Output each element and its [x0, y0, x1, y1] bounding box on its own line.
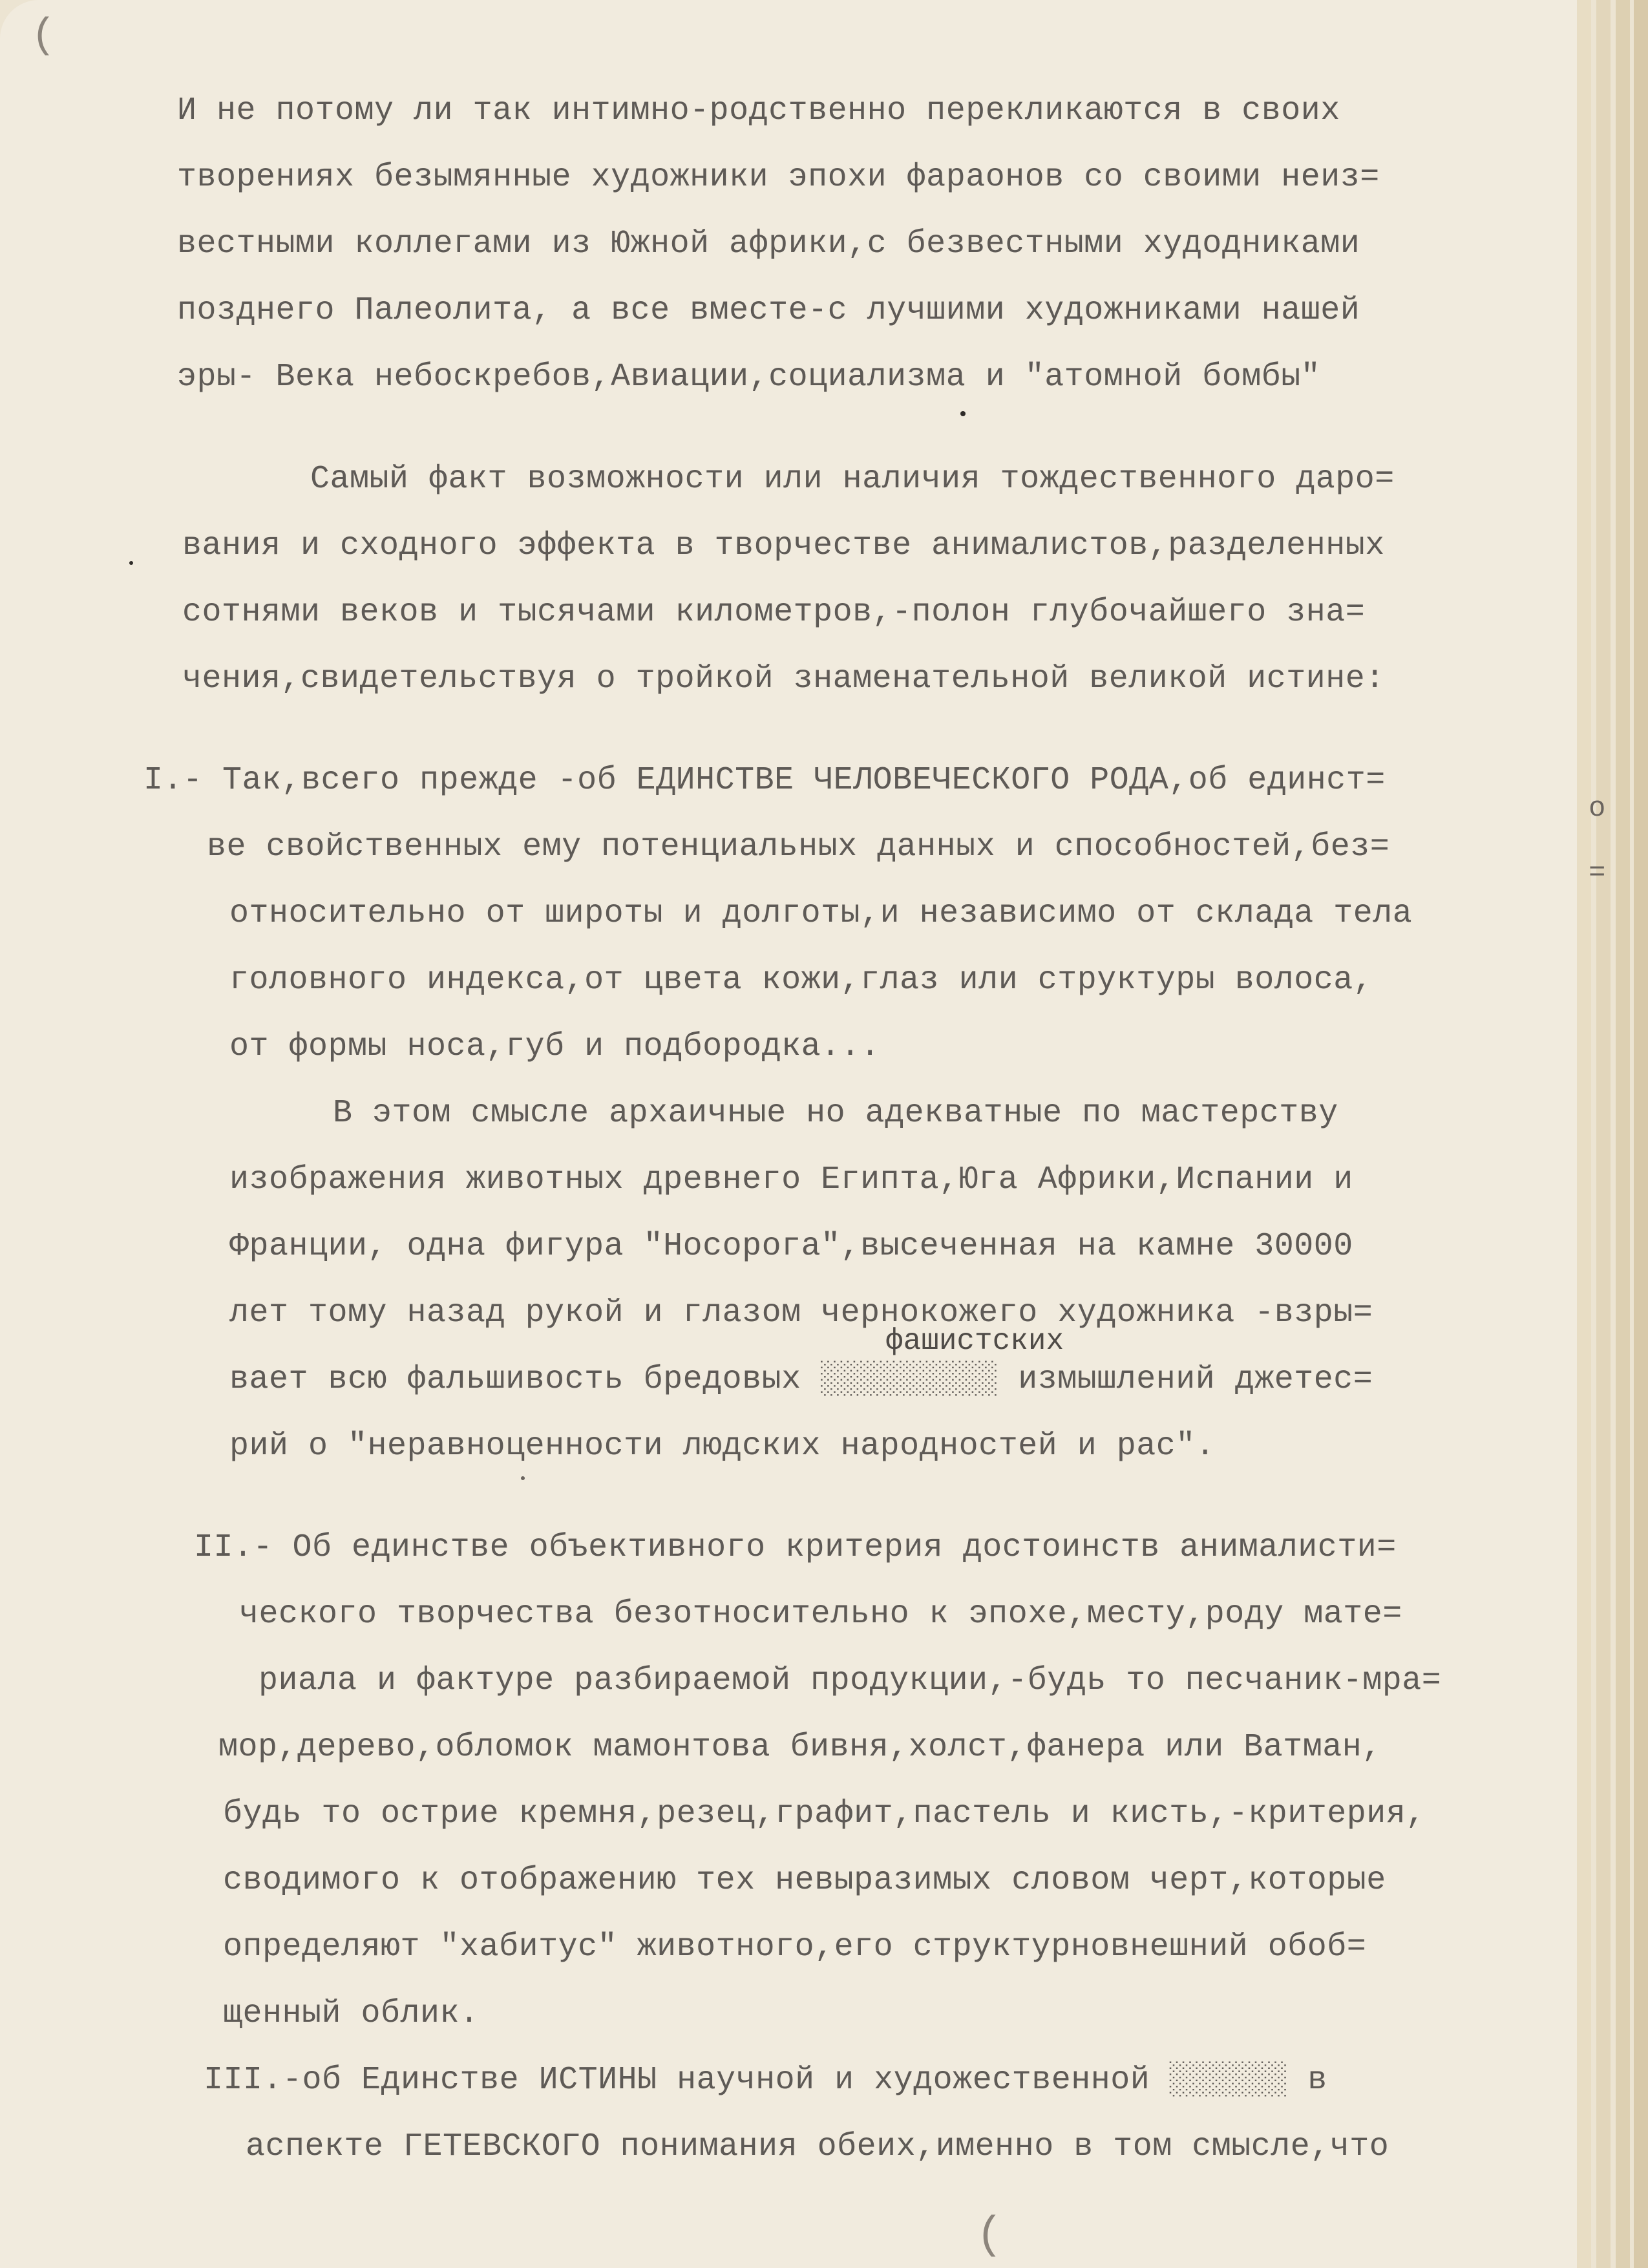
- text-line-4: позднего Палеолита, а все вместе-с лучшими художниками нашей: [177, 292, 1360, 329]
- text-line-25: будь то острие кремня,резец,графит,пастель и кисть,-критерия,: [223, 1796, 1426, 1832]
- ink-speck: [521, 1476, 525, 1480]
- text-line-3: вестными коллегами из Южной африки,с безвестными худодниками: [177, 226, 1360, 262]
- text-line-12: относительно от широты и долготы,и независимо от склада тела: [229, 895, 1413, 932]
- bottom-pencil-mark: (: [976, 2210, 1004, 2262]
- text-line-6: Самый факт возможности или наличия тождественного даро=: [310, 461, 1395, 498]
- underlying-sheet-edge: [1634, 0, 1648, 2268]
- text-line-30: аспекте ГЕТЕВСКОГО понимания обеих,именно в том смысле,что: [246, 2128, 1389, 2165]
- text-line-2: творениях безымянные художники эпохи фараонов со своими неиз=: [177, 159, 1380, 196]
- underlying-sheet-edge: [1616, 0, 1630, 2268]
- margin-mark-o: o: [1589, 792, 1606, 825]
- text-line-19: вает всю фальшивость бредовых ░░░░░░░░░ измышлений джетес=: [229, 1361, 1373, 1398]
- ink-speck: [129, 561, 133, 565]
- text-line-1: И не потому ли так интимно-родственно перекликаются в своих: [177, 92, 1340, 129]
- text-line-16: изображения животных древнего Египта,Юга Африки,Испании и: [229, 1161, 1353, 1198]
- text-line-29: III.-об Единстве ИСТИНЫ научной и художественной ░░░░░░ в: [204, 2062, 1327, 2099]
- text-line-24: мор,дерево,обломок мамонтова бивня,холст,фанера или Ватман,: [218, 1729, 1382, 1766]
- text-line-20: рий о "неравноценности людских народностей и рас".: [229, 1428, 1216, 1465]
- text-line-7: вания и сходного эффекта в творчестве анималистов,разделенных: [182, 527, 1385, 564]
- text-line-26: сводимого к отображению тех невыразимых словом черт,которые: [223, 1862, 1386, 1899]
- text-line-13: головного индекса,от цвета кожи,глаз или структуры волоса,: [229, 962, 1373, 999]
- text-line-15: В этом смысле архаичные но адекватные по мастерству: [333, 1095, 1338, 1132]
- text-line-11: ве свойственных ему потенциальных данных и способностей,без=: [207, 829, 1390, 865]
- ink-speck: [960, 411, 966, 416]
- text-line-27: определяют "хабитус" животного,его структурновнешний обоб=: [223, 1929, 1367, 1966]
- text-line-21: II.- Об единстве объективного критерия достоинств анималисти=: [194, 1529, 1397, 1566]
- underlying-sheet-edge: [1577, 0, 1591, 2268]
- text-line-9: чения,свидетельствуя о тройкой знаменательной великой истине:: [182, 661, 1385, 697]
- text-line-10: I.- Так,всего прежде -об ЕДИНСТВЕ ЧЕЛОВЕЧЕСКОГО РОДА,об единст=: [143, 762, 1386, 799]
- overtyped-correction: фашистских: [885, 1324, 1064, 1358]
- corner-fold-mark: (: [31, 13, 56, 59]
- text-line-18: лет тому назад рукой и глазом чернокожего художника -взры=: [229, 1295, 1373, 1331]
- text-line-22: ческого творчества безотносительно к эпохе,месту,роду мате=: [239, 1596, 1402, 1633]
- text-line-8: сотнями веков и тысячами километров,-полон глубочайшего зна=: [182, 594, 1366, 631]
- text-line-14: от формы носа,губ и подбородка...: [229, 1028, 880, 1065]
- text-line-28: щенный облик.: [223, 1995, 480, 2032]
- text-line-5: эры- Века небоскребов,Авиации,социализма и "атомной бомбы": [177, 359, 1321, 396]
- text-line-17: Франции, одна фигура "Носорога",высеченная на камне 30000: [229, 1228, 1353, 1265]
- margin-mark-equals: =: [1589, 857, 1606, 889]
- text-line-23: риала и фактуре разбираемой продукции,-будь то песчаник-мра=: [259, 1662, 1442, 1699]
- underlying-sheet-edge: [1596, 0, 1611, 2268]
